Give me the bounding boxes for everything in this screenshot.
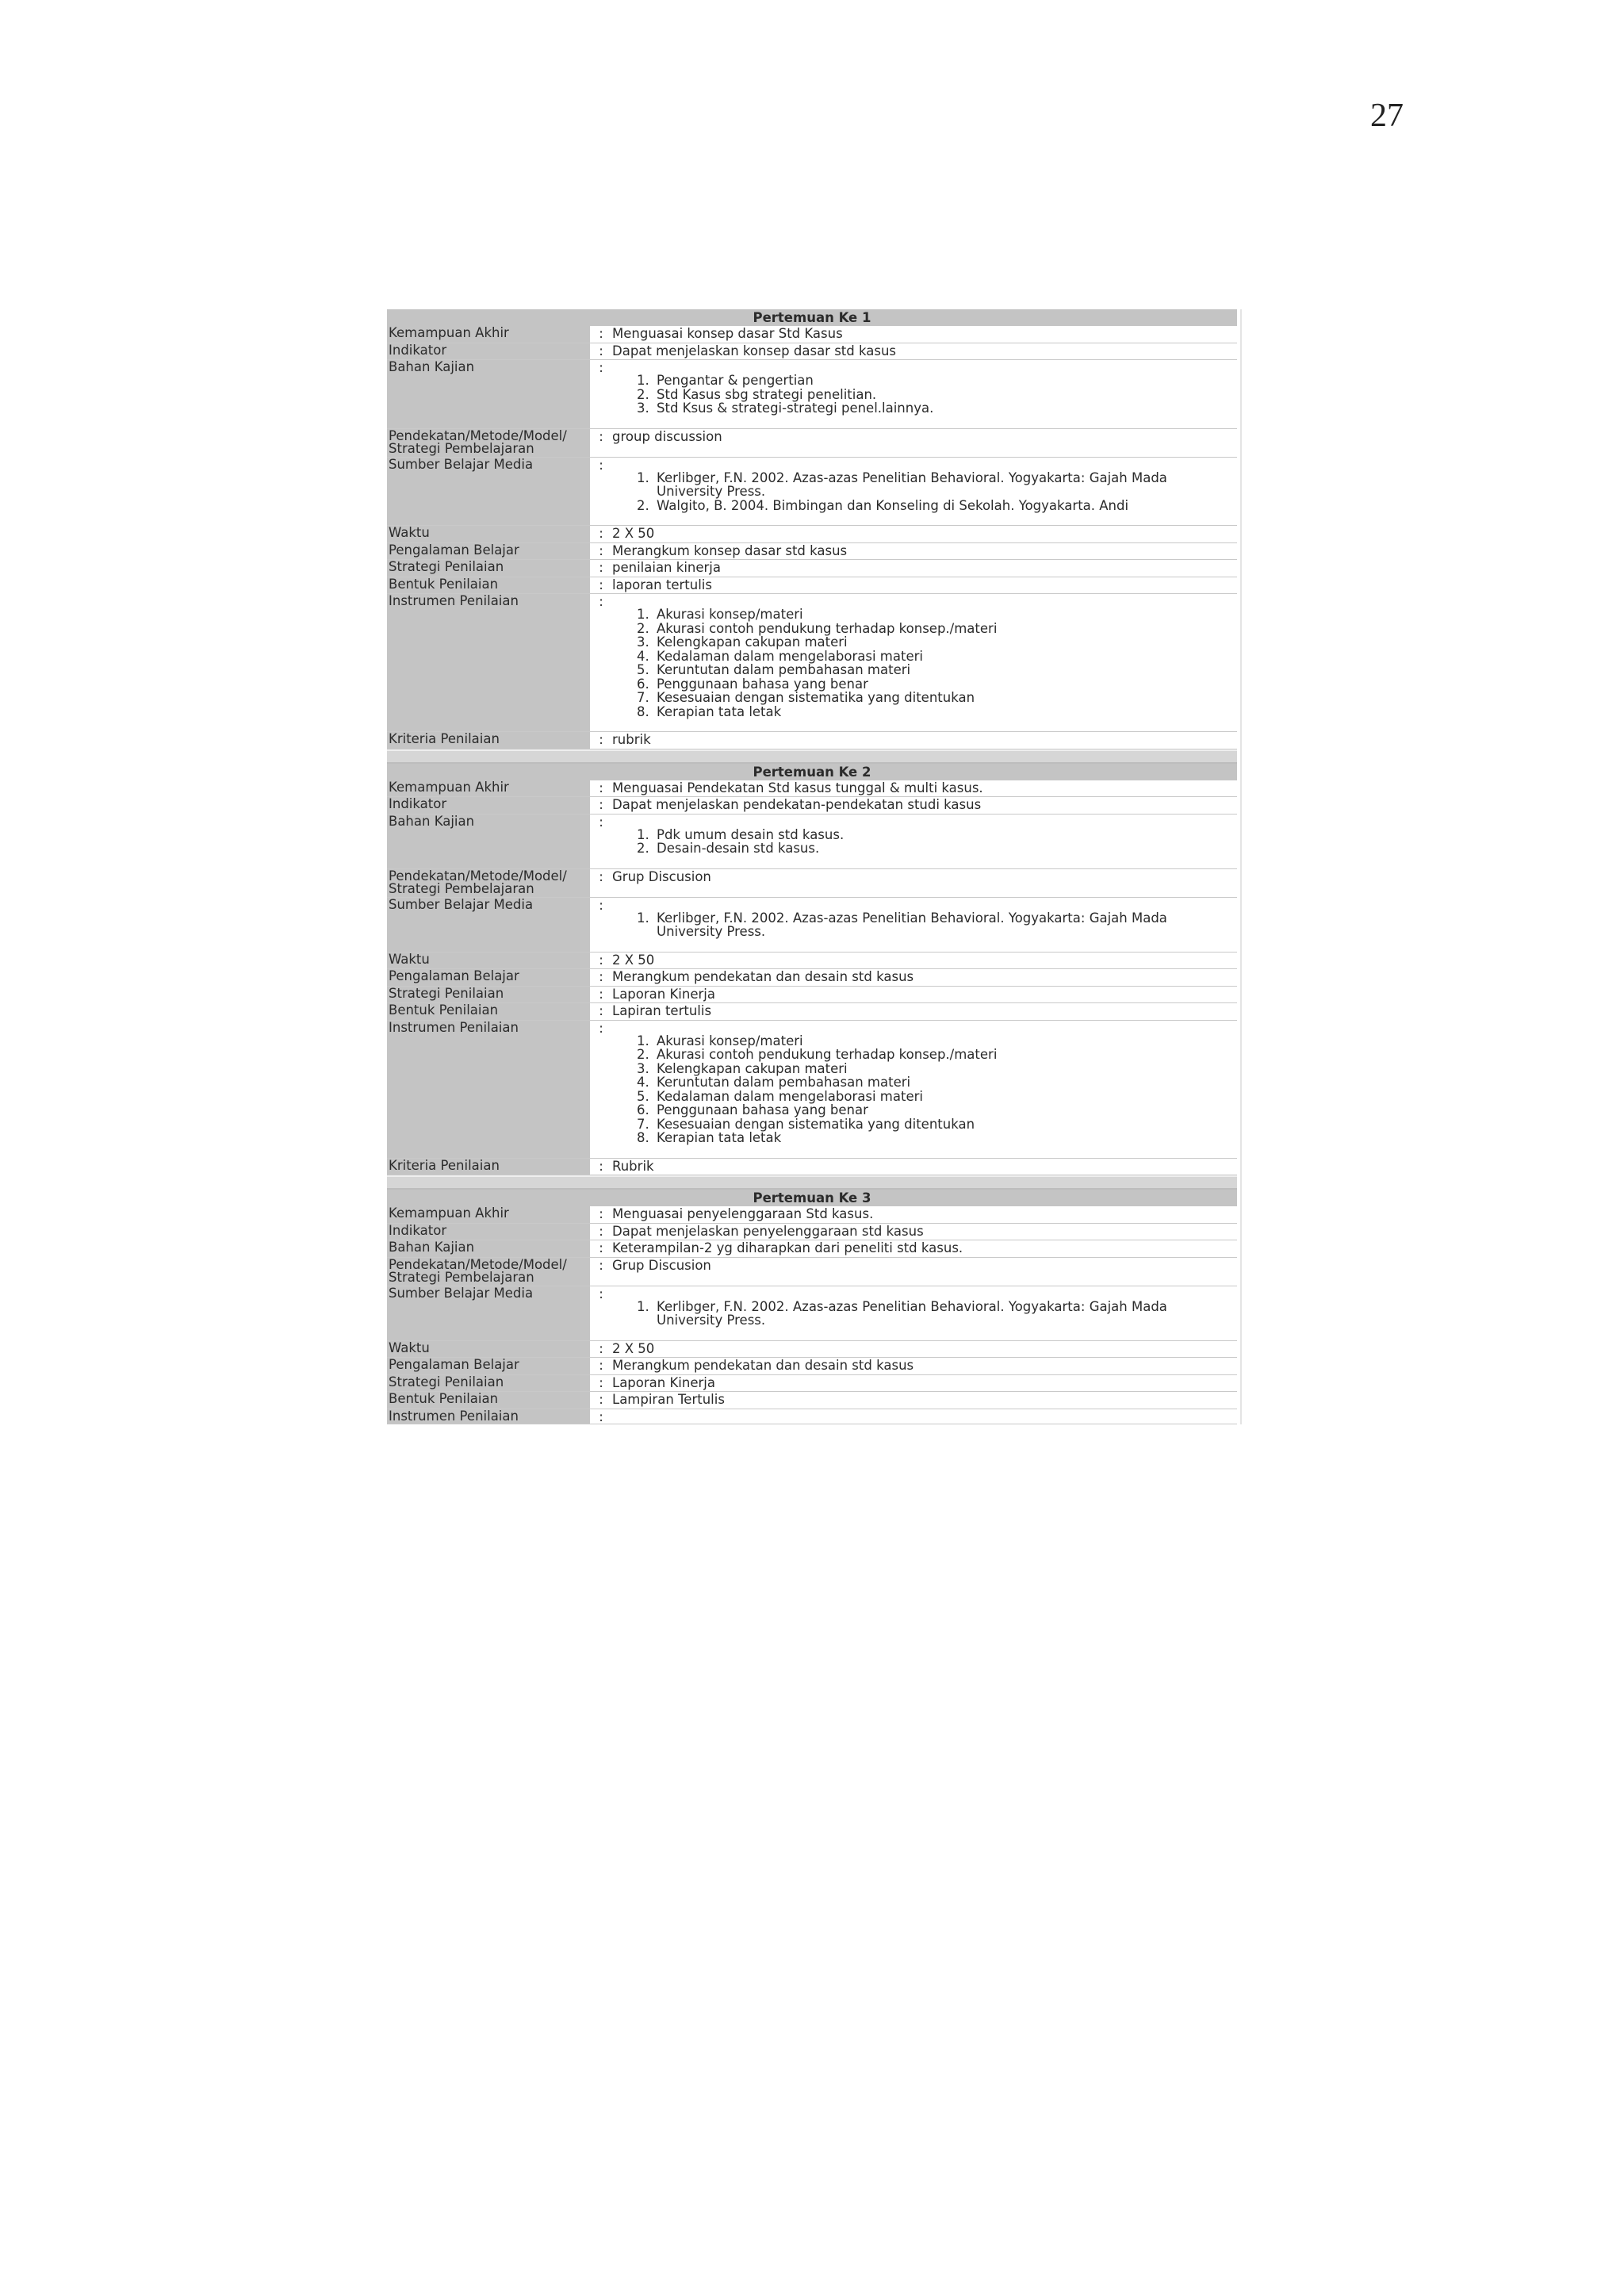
row-value: laporan tertulis	[612, 577, 712, 592]
section-title: Pertemuan Ke 2	[387, 764, 1237, 780]
row-label: Kemampuan Akhir	[387, 780, 590, 797]
row-colon: :	[599, 1206, 603, 1221]
row-value: Dapat menjelaskan penyelenggaraan std kasus	[612, 1223, 924, 1239]
row-colon: :	[599, 868, 603, 884]
section-title: Pertemuan Ke 3	[387, 1190, 1237, 1206]
row-value: Keterampilan-2 yg diharapkan dari peneliti std kasus.	[612, 1240, 963, 1255]
row-value: penilaian kinerja	[612, 560, 721, 575]
list-item: 1. Kerlibger, F.N. 2002. Azas-azas Penelitian Behavioral. Yogyakarta: Gajah Mada University Press.	[653, 471, 1234, 499]
row-value: Merangkum konsep dasar std kasus	[612, 542, 848, 558]
table-row	[387, 326, 1237, 343]
list-item: 1. Akurasi konsep/materi	[653, 1034, 1234, 1048]
list-item: 8. Kerapian tata letak	[653, 705, 1234, 719]
syllabus-table-scan	[387, 309, 1237, 1424]
table-row	[387, 815, 1237, 869]
table-row	[387, 1240, 1237, 1258]
row-colon: :	[599, 1003, 603, 1018]
row-colon: :	[599, 814, 603, 830]
table-row	[387, 429, 1237, 458]
table-row	[387, 458, 1237, 527]
row-label: Bahan Kajian	[387, 1240, 590, 1257]
row-colon: :	[599, 897, 603, 913]
row-colon: :	[599, 1020, 603, 1036]
list-item: 1. Pdk umum desain std kasus.	[653, 828, 1234, 842]
row-value: 2 X 50	[612, 526, 655, 541]
row-label: Bahan Kajian	[387, 360, 590, 428]
table-row	[387, 1003, 1237, 1021]
table-row	[387, 780, 1237, 798]
numbered-list	[612, 828, 1234, 856]
row-value: Lapiran tertulis	[612, 1003, 712, 1018]
table-row	[387, 987, 1237, 1004]
list-item: 4. Kedalaman dalam mengelaborasi materi	[653, 650, 1234, 664]
list-item: 2. Walgito, B. 2004. Bimbingan dan Konseling di Sekolah. Yogyakarta. Andi	[653, 499, 1234, 513]
row-colon: :	[599, 1340, 603, 1356]
row-value: 2 X 50	[612, 952, 655, 968]
row-value: Menguasai penyelenggaraan Std kasus.	[612, 1206, 874, 1221]
table-row	[387, 560, 1237, 577]
table-row	[387, 953, 1237, 970]
row-value: Merangkum pendekatan dan desain std kasus	[612, 969, 914, 984]
table-row	[387, 1392, 1237, 1409]
row-colon: :	[599, 542, 603, 558]
row-value: 2 X 50	[612, 1340, 655, 1356]
row-value: Dapat menjelaskan pendekatan-pendekatan studi kasus	[612, 797, 982, 812]
row-label: Waktu	[387, 1341, 590, 1358]
row-label: Pendekatan/Metode/Model/ Strategi Pembelajaran	[387, 1258, 590, 1286]
row-label: Strategi Penilaian	[387, 1375, 590, 1392]
table-row	[387, 797, 1237, 815]
section-title: Pertemuan Ke 1	[387, 309, 1237, 326]
row-colon: :	[599, 1392, 603, 1407]
row-label: Kriteria Penilaian	[387, 732, 590, 749]
list-item: 5. Kedalaman dalam mengelaborasi materi	[653, 1090, 1234, 1104]
list-item: 2. Std Kasus sbg strategi penelitian.	[653, 388, 1234, 402]
table-row	[387, 1224, 1237, 1241]
row-label: Bentuk Penilaian	[387, 577, 590, 594]
row-colon: :	[599, 526, 603, 541]
row-label: Indikator	[387, 1224, 590, 1240]
row-label: Pendekatan/Metode/Model/ Strategi Pembelajaran	[387, 869, 590, 897]
row-label: Pengalaman Belajar	[387, 1358, 590, 1374]
row-value	[612, 898, 1237, 952]
row-value	[612, 1286, 1237, 1340]
row-colon: :	[599, 457, 603, 473]
row-colon: :	[599, 594, 603, 609]
row-value	[612, 1021, 1237, 1158]
list-item: 4. Keruntutan dalam pembahasan materi	[653, 1075, 1234, 1090]
row-label: Pengalaman Belajar	[387, 969, 590, 986]
numbered-list	[612, 1034, 1234, 1145]
row-colon: :	[599, 969, 603, 984]
row-colon: :	[599, 797, 603, 812]
row-colon: :	[599, 732, 603, 747]
table-row	[387, 1341, 1237, 1359]
row-value: Menguasai konsep dasar Std Kasus	[612, 326, 843, 341]
row-value: rubrik	[612, 732, 651, 747]
list-item: 3. Std Ksus & strategi-strategi penel.lainnya.	[653, 401, 1234, 416]
row-label: Instrumen Penilaian	[387, 1021, 590, 1158]
table-row	[387, 594, 1237, 732]
list-item: 6. Penggunaan bahasa yang benar	[653, 1103, 1234, 1117]
row-colon: :	[599, 428, 603, 444]
row-value: Lampiran Tertulis	[612, 1392, 725, 1407]
table-row	[387, 360, 1237, 429]
row-value: Rubrik	[612, 1158, 654, 1174]
list-item: 2. Akurasi contoh pendukung terhadap konsep./materi	[653, 622, 1234, 636]
row-label: Kemampuan Akhir	[387, 1206, 590, 1223]
row-label: Bahan Kajian	[387, 815, 590, 868]
table-row	[387, 1258, 1237, 1286]
row-colon: :	[599, 952, 603, 968]
row-label: Sumber Belajar Media	[387, 898, 590, 952]
table-row	[387, 969, 1237, 987]
numbered-list	[612, 911, 1234, 939]
row-label: Pendekatan/Metode/Model/ Strategi Pembelajaran	[387, 429, 590, 457]
list-item: 8. Kerapian tata letak	[653, 1131, 1234, 1145]
row-value: Laporan Kinerja	[612, 986, 715, 1002]
table-row	[387, 1159, 1237, 1176]
list-item: 1. Akurasi konsep/materi	[653, 608, 1234, 622]
table-row	[387, 869, 1237, 898]
row-colon: :	[599, 560, 603, 575]
table-row	[387, 577, 1237, 595]
row-label: Waktu	[387, 526, 590, 542]
list-item: 2. Desain-desain std kasus.	[653, 841, 1234, 856]
row-label: Kriteria Penilaian	[387, 1159, 590, 1175]
row-label: Bentuk Penilaian	[387, 1392, 590, 1409]
list-item: 1. Kerlibger, F.N. 2002. Azas-azas Penelitian Behavioral. Yogyakarta: Gajah Mada University Press.	[653, 911, 1234, 939]
row-colon: :	[599, 780, 603, 795]
row-label: Strategi Penilaian	[387, 987, 590, 1003]
row-label: Pengalaman Belajar	[387, 543, 590, 560]
row-value: Grup Discusion	[612, 868, 711, 884]
row-label: Sumber Belajar Media	[387, 458, 590, 526]
table-row	[387, 732, 1237, 749]
section-separator	[387, 749, 1237, 764]
row-value: Grup Discusion	[612, 1257, 711, 1273]
row-colon: :	[599, 577, 603, 592]
row-colon: :	[599, 1409, 603, 1424]
table-row	[387, 898, 1237, 953]
table-row	[387, 526, 1237, 543]
row-label: Indikator	[387, 343, 590, 360]
row-colon: :	[599, 326, 603, 341]
table-row	[387, 1358, 1237, 1375]
row-label: Bentuk Penilaian	[387, 1003, 590, 1020]
row-label: Kemampuan Akhir	[387, 326, 590, 343]
row-label: Waktu	[387, 953, 590, 969]
list-item: 7. Kesesuaian dengan sistematika yang ditentukan	[653, 1117, 1234, 1132]
list-item: 6. Penggunaan bahasa yang benar	[653, 677, 1234, 692]
row-colon: :	[599, 1240, 603, 1255]
page-number: 27	[1370, 98, 1404, 134]
row-value	[612, 1409, 1237, 1424]
list-item: 2. Akurasi contoh pendukung terhadap konsep./materi	[653, 1048, 1234, 1062]
numbered-list	[612, 374, 1234, 416]
list-item: 3. Kelengkapan cakupan materi	[653, 1062, 1234, 1076]
row-value: Laporan Kinerja	[612, 1374, 715, 1390]
numbered-list	[612, 471, 1234, 513]
row-label: Strategi Penilaian	[387, 560, 590, 577]
table-row	[387, 1021, 1237, 1159]
row-label: Instrumen Penilaian	[387, 594, 590, 731]
row-colon: :	[599, 1374, 603, 1390]
row-value: Dapat menjelaskan konsep dasar std kasus	[612, 343, 897, 358]
row-colon: :	[599, 1158, 603, 1174]
section-separator	[387, 1175, 1237, 1190]
numbered-list	[612, 608, 1234, 719]
table-row	[387, 1206, 1237, 1224]
row-value	[612, 360, 1237, 428]
table-row	[387, 1375, 1237, 1393]
list-item: 1. Pengantar & pengertian	[653, 374, 1234, 388]
list-item: 3. Kelengkapan cakupan materi	[653, 635, 1234, 650]
row-label: Sumber Belajar Media	[387, 1286, 590, 1340]
list-item: 5. Keruntutan dalam pembahasan materi	[653, 663, 1234, 677]
row-colon: :	[599, 1286, 603, 1301]
table-row	[387, 1286, 1237, 1341]
row-colon: :	[599, 1358, 603, 1373]
table-row	[387, 543, 1237, 561]
row-value	[612, 815, 1237, 868]
row-colon: :	[599, 343, 603, 358]
numbered-list	[612, 1300, 1234, 1328]
list-item: 1. Kerlibger, F.N. 2002. Azas-azas Penelitian Behavioral. Yogyakarta: Gajah Mada University Press.	[653, 1300, 1234, 1328]
row-value: Merangkum pendekatan dan desain std kasus	[612, 1358, 914, 1373]
row-value: Menguasai Pendekatan Std kasus tunggal & multi kasus.	[612, 780, 983, 795]
row-value: group discussion	[612, 428, 722, 444]
table-row	[387, 1409, 1237, 1425]
row-value	[612, 458, 1237, 526]
list-item: 7. Kesesuaian dengan sistematika yang ditentukan	[653, 691, 1234, 705]
row-colon: :	[599, 360, 603, 375]
row-value	[612, 594, 1237, 731]
row-colon: :	[599, 986, 603, 1002]
table-row	[387, 343, 1237, 361]
row-label: Instrumen Penilaian	[387, 1409, 590, 1424]
row-colon: :	[599, 1257, 603, 1273]
row-colon: :	[599, 1223, 603, 1239]
row-label: Indikator	[387, 797, 590, 814]
